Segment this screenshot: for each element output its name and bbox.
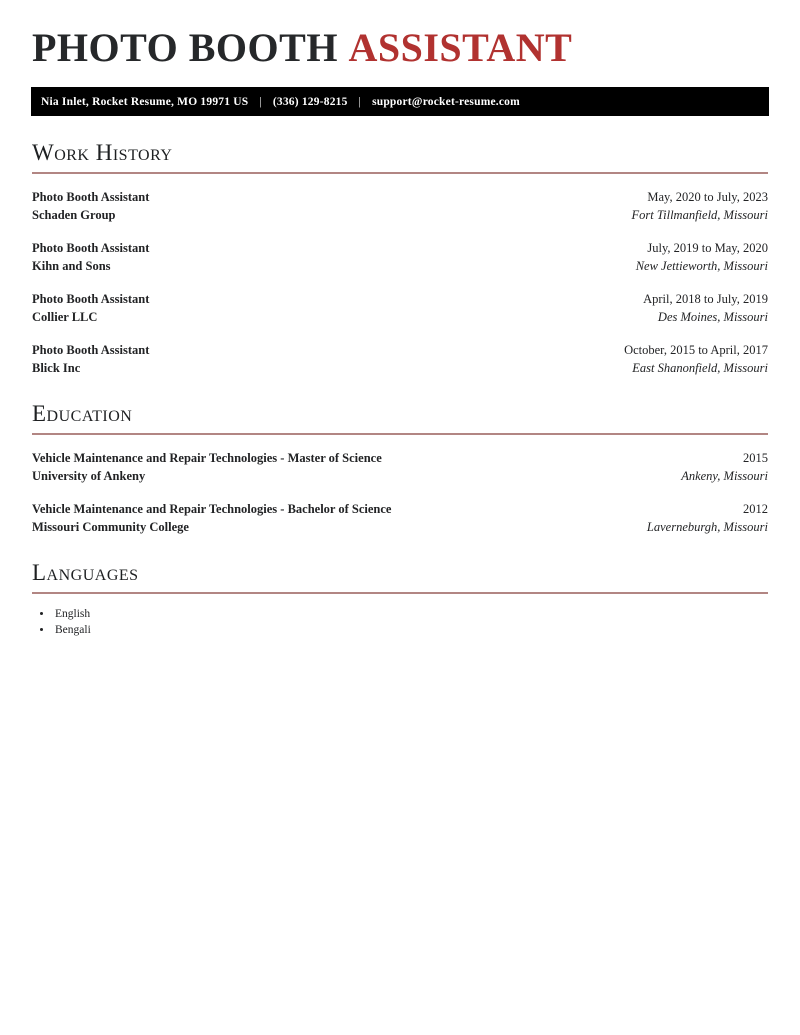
- education-entry-left: [32, 449, 382, 485]
- section-work-history-heading: Work History: [32, 140, 173, 165]
- employer-name: Schaden Group: [32, 208, 116, 222]
- employer-name: Collier LLC: [32, 310, 98, 324]
- education-entry-right: [681, 449, 768, 485]
- contact-bar: [31, 87, 769, 116]
- work-entry: [32, 188, 768, 224]
- job-title: Photo Booth Assistant: [32, 292, 150, 306]
- contact-email: support@rocket-resume.com: [372, 95, 520, 108]
- job-dates: April, 2018 to July, 2019: [643, 292, 768, 306]
- job-location: Fort Tillmanfield, Missouri: [631, 208, 768, 222]
- work-history-entries: [32, 188, 768, 377]
- job-dates: October, 2015 to April, 2017: [624, 343, 768, 357]
- contact-address: Nia Inlet, Rocket Resume, MO 19971 US: [41, 95, 249, 108]
- job-dates: July, 2019 to May, 2020: [647, 241, 768, 255]
- section-education: [32, 402, 768, 536]
- degree-title: Vehicle Maintenance and Repair Technologies - Bachelor of Science: [32, 502, 392, 516]
- work-entry-left: [32, 290, 149, 326]
- work-entry-left: [32, 239, 149, 275]
- graduation-year: 2015: [743, 451, 768, 465]
- contact-separator: |: [358, 95, 362, 108]
- work-entry-left: [32, 188, 149, 224]
- employer-name: Kihn and Sons: [32, 259, 111, 273]
- education-entry: [32, 449, 768, 485]
- section-education-header: [32, 402, 768, 435]
- section-work-history: [32, 141, 768, 377]
- employer-name: Blick Inc: [32, 361, 81, 375]
- page-title-primary: PHOTO BOOTH: [32, 25, 338, 70]
- language-item: • English: [53, 607, 768, 623]
- school-location: Ankeny, Missouri: [681, 469, 768, 483]
- language-item: • Bengali: [53, 623, 768, 639]
- language-list: [32, 607, 768, 638]
- job-title: Photo Booth Assistant: [32, 190, 150, 204]
- education-entry: [32, 500, 768, 536]
- work-entry: [32, 341, 768, 377]
- section-languages-header: [32, 561, 768, 594]
- school-name: University of Ankeny: [32, 469, 146, 483]
- contact-phone: (336) 129-8215: [272, 95, 348, 108]
- education-entry-right: [647, 500, 768, 536]
- work-entry-right: [632, 188, 768, 224]
- work-entry-right: [624, 341, 768, 377]
- work-entry-right: [643, 290, 768, 326]
- job-title: Photo Booth Assistant: [32, 343, 150, 357]
- contact-separator: |: [259, 95, 262, 108]
- job-location: New Jettieworth, Missouri: [635, 259, 768, 273]
- job-dates: May, 2020 to July, 2023: [647, 190, 768, 204]
- section-education-heading: Education: [32, 401, 133, 426]
- job-location: Des Moines, Missouri: [657, 310, 768, 324]
- graduation-year: 2012: [743, 502, 768, 516]
- section-work-history-header: [32, 141, 768, 174]
- degree-title: Vehicle Maintenance and Repair Technologies - Master of Science: [32, 451, 382, 465]
- education-entries: [32, 449, 768, 536]
- work-entry: [32, 290, 768, 326]
- education-entry-left: [32, 500, 391, 536]
- page-title: [32, 26, 768, 70]
- work-entry: [32, 239, 768, 275]
- work-entry-left: [32, 341, 149, 377]
- section-languages-heading: Languages: [32, 560, 139, 585]
- job-location: East Shanonfield, Missouri: [632, 361, 768, 375]
- school-name: Missouri Community College: [32, 520, 189, 534]
- section-languages: [32, 561, 768, 638]
- page-title-accent: ASSISTANT: [348, 25, 573, 70]
- school-location: Laverneburgh, Missouri: [646, 520, 768, 534]
- work-entry-right: [636, 239, 768, 275]
- job-title: Photo Booth Assistant: [32, 241, 150, 255]
